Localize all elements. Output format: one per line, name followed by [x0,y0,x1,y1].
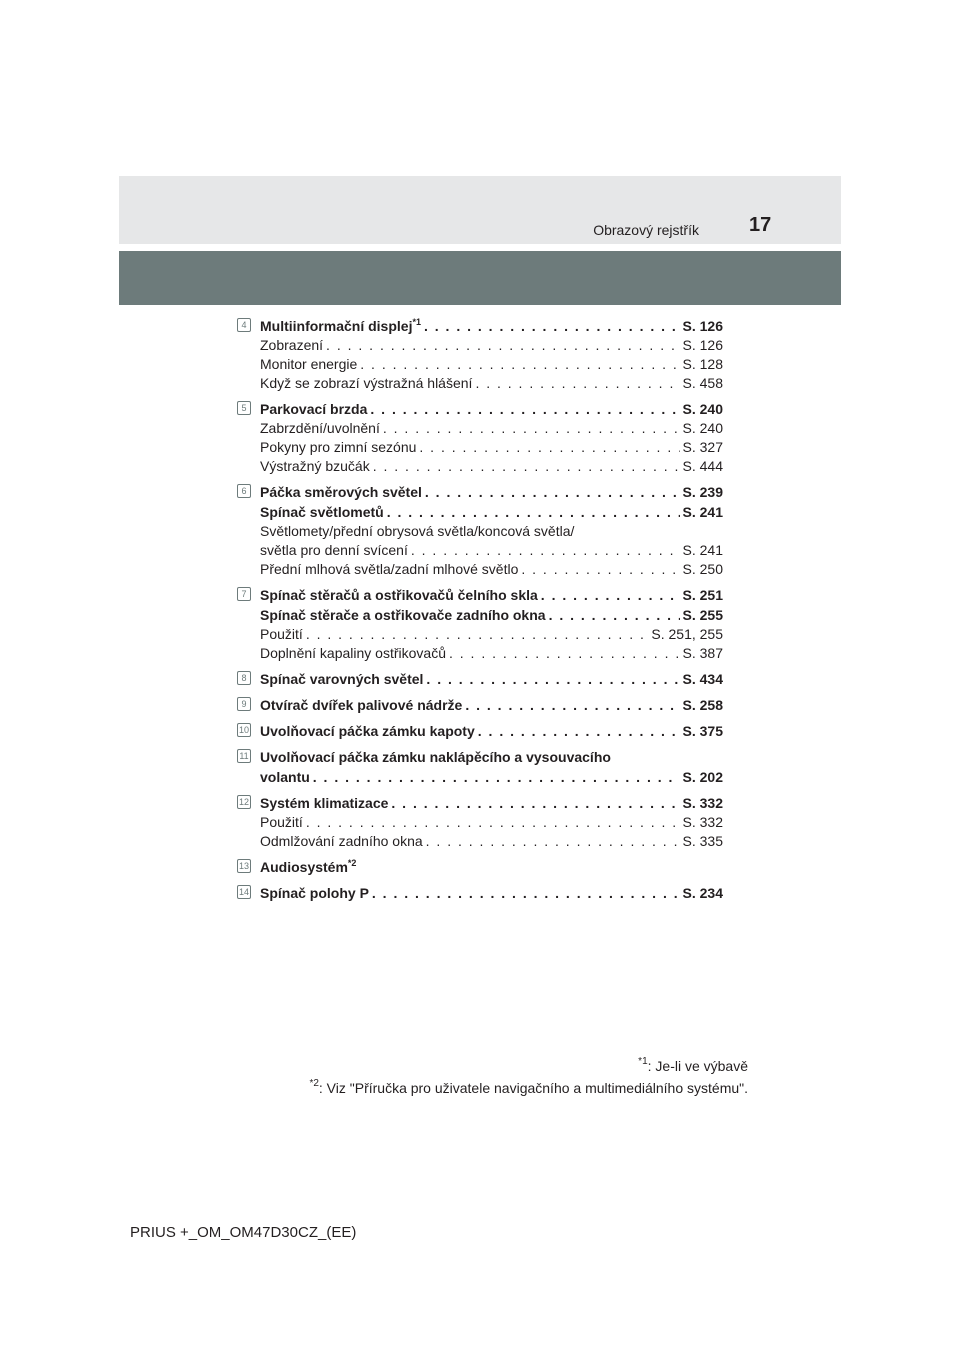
entry-text [260,644,446,663]
index-line [260,419,723,438]
dot-leader [478,721,680,741]
header-band [119,176,841,244]
footnote-2 [309,1080,748,1096]
dot-leader [360,355,679,374]
dot-leader [383,419,680,438]
header-bar [119,251,841,305]
dot-leader [425,482,680,502]
dot-leader [426,832,680,851]
entry-label: světla pro denní svícení [260,542,408,558]
index-line [260,457,723,476]
dot-leader [373,457,680,476]
entry-label: Uvolňovací páčka zámku kapoty [260,723,475,739]
footnote-ref: *2 [347,858,357,868]
entry-label: Systém klimatizace [260,795,389,811]
index-line [260,605,723,625]
index-list [237,316,723,909]
index-line [260,793,723,813]
page-reference: S. 434 [682,671,723,687]
entry-label: Otvírač dvířek palivové nádrže [260,697,463,713]
index-line [260,399,723,419]
index-entry [237,883,723,903]
dot-leader [465,695,679,715]
entry-text [260,523,574,539]
entry-label: Výstražný bzučák [260,458,370,474]
entry-number-badge: 12 [238,797,249,807]
entry-spacer [237,903,723,909]
dot-leader [387,502,680,522]
page-number: 17 [749,214,772,236]
entry-text [260,859,356,875]
entry-label: Pokyny pro zimní sezónu [260,439,417,455]
entry-text [260,669,423,689]
index-line [260,336,723,355]
index-line [260,857,723,877]
index-line [260,644,723,663]
dot-leader [306,813,680,832]
index-entry [237,399,723,476]
page-reference: S. 332 [682,795,723,811]
index-line [260,767,723,787]
entry-text [260,560,518,579]
footnote-text: : Je-li ve výbavě [647,1058,748,1074]
page-reference: S. 234 [682,885,723,901]
index-line [260,883,723,903]
index-line [260,625,723,644]
index-line [260,669,723,689]
page-reference: S. 241 [682,542,723,558]
index-line [260,560,723,579]
entry-text [260,374,472,393]
index-line [260,482,723,502]
entry-text [260,336,323,355]
dot-leader [391,793,679,813]
entry-text [260,721,475,741]
index-line [260,585,723,605]
index-line [260,438,723,457]
page-reference: S. 327 [682,439,723,455]
entry-label: Přední mlhová světla/zadní mlhové světlo [260,561,519,577]
page-reference: S. 126 [682,318,723,334]
index-line [260,522,723,541]
dot-leader [541,585,680,605]
entry-text [260,832,423,851]
entry-label: Spínač varovných světel [260,671,424,687]
index-entry [237,482,723,579]
model-code: PRIUS +_OM_OM47D30CZ_(EE) [130,1224,357,1241]
index-line [260,813,723,832]
entry-label: Použití [260,814,303,830]
page-reference: S. 251 [682,587,723,603]
dot-leader [370,399,679,419]
entry-number-badge: 13 [238,861,249,871]
index-entry [237,316,723,393]
page-reference: S. 375 [682,723,723,739]
dot-leader [449,644,680,663]
entry-label: Spínač stěračů a ostřikovačů čelního skla [260,587,538,603]
page-reference: S. 128 [682,356,723,372]
entry-text [260,585,538,605]
entry-text [260,438,416,457]
page-reference: S. 240 [682,420,723,436]
entry-label: Parkovací brzda [260,401,368,417]
page-reference: S. 458 [682,375,723,391]
entry-number-badge: 9 [237,697,251,711]
page-reference: S. 444 [682,458,723,474]
index-line [260,832,723,851]
page-reference: S. 332 [682,814,723,830]
index-line [260,316,723,336]
index-entry [237,585,723,663]
entry-text [260,355,357,374]
entry-label: Když se zobrazí výstražná hlášení [260,375,473,391]
entry-number-badge: 4 [237,318,251,332]
page-reference: S. 335 [682,833,723,849]
footnote-mark: *1 [638,1056,648,1067]
entry-number-badge: 8 [237,671,251,685]
index-entry [237,747,723,787]
page-reference: S. 255 [682,607,723,623]
entry-label: Spínač polohy P [260,885,369,901]
entry-text [260,419,380,438]
index-entry [237,793,723,851]
index-line [260,541,723,560]
dot-leader [424,316,680,336]
entry-text [260,605,546,625]
index-entry [237,721,723,741]
footnote-mark: *2 [309,1078,319,1089]
entry-label: Monitor energie [260,356,358,372]
index-entry [237,669,723,689]
entry-label: Zabrzdění/uvolnění [260,420,380,436]
entry-text [260,767,310,787]
page-reference: S. 251, 255 [651,626,723,642]
index-line [260,721,723,741]
entry-label: Spínač světlometů [260,504,384,520]
page-reference: S. 258 [682,697,723,713]
dot-leader [475,374,679,393]
entry-number-badge: 10 [238,725,249,735]
section-title: Obrazový rejstřík [593,222,699,238]
entry-label: Páčka směrových světel [260,484,422,500]
index-entry [237,857,723,877]
dot-leader [372,883,680,903]
page-reference: S. 240 [682,401,723,417]
entry-number-badge: 14 [238,887,249,897]
page-reference: S. 126 [682,337,723,353]
page-reference: S. 202 [682,769,723,785]
entry-text [260,541,408,560]
entry-text [260,502,384,522]
entry-number-badge: 6 [237,484,251,498]
entry-label: Uvolňovací páčka zámku naklápěcího a vysouvacího [260,749,611,765]
entry-label: Odmlžování zadního okna [260,833,423,849]
dot-leader [306,625,649,644]
footnote-text: : Viz "Příručka pro uživatele navigačního a multimediálního systému". [318,1080,748,1096]
entry-label: volantu [260,769,310,785]
entry-label: Doplnění kapaliny ostřikovačů [260,645,446,661]
page-reference: S. 241 [682,504,723,520]
entry-number-badge: 7 [237,587,251,601]
dot-leader [419,438,679,457]
dot-leader [313,767,680,787]
index-entry [237,695,723,715]
entry-text [260,316,421,336]
entry-label: Multiinformační displej [260,318,413,334]
entry-text [260,457,370,476]
page-reference: S. 250 [682,561,723,577]
index-line [260,695,723,715]
dot-leader [426,669,679,689]
page-reference: S. 387 [682,645,723,661]
dot-leader [411,541,680,560]
entry-number-badge: 11 [237,749,251,763]
footnote-1 [638,1058,748,1074]
entry-text [260,482,422,502]
entry-label: Audiosystém [260,859,348,875]
dot-leader [549,605,680,625]
footnote-ref: *1 [412,317,421,327]
entry-label: Použití [260,626,303,642]
dot-leader [521,560,679,579]
entry-text [260,813,303,832]
entry-label: Zobrazení [260,337,324,353]
entry-number-badge: 5 [237,401,251,415]
entry-text [260,625,303,644]
entry-text [260,793,388,813]
index-line [260,747,723,767]
entry-label: Spínač stěrače a ostřikovače zadního okna [260,607,546,623]
index-line [260,502,723,522]
index-line [260,374,723,393]
entry-text [260,749,611,765]
entry-text [260,883,369,903]
entry-text [260,399,367,419]
page-reference: S. 239 [682,484,723,500]
entry-text [260,695,462,715]
entry-label: Světlomety/přední obrysová světla/koncová světla/ [260,523,575,539]
dot-leader [326,336,679,355]
index-line [260,355,723,374]
